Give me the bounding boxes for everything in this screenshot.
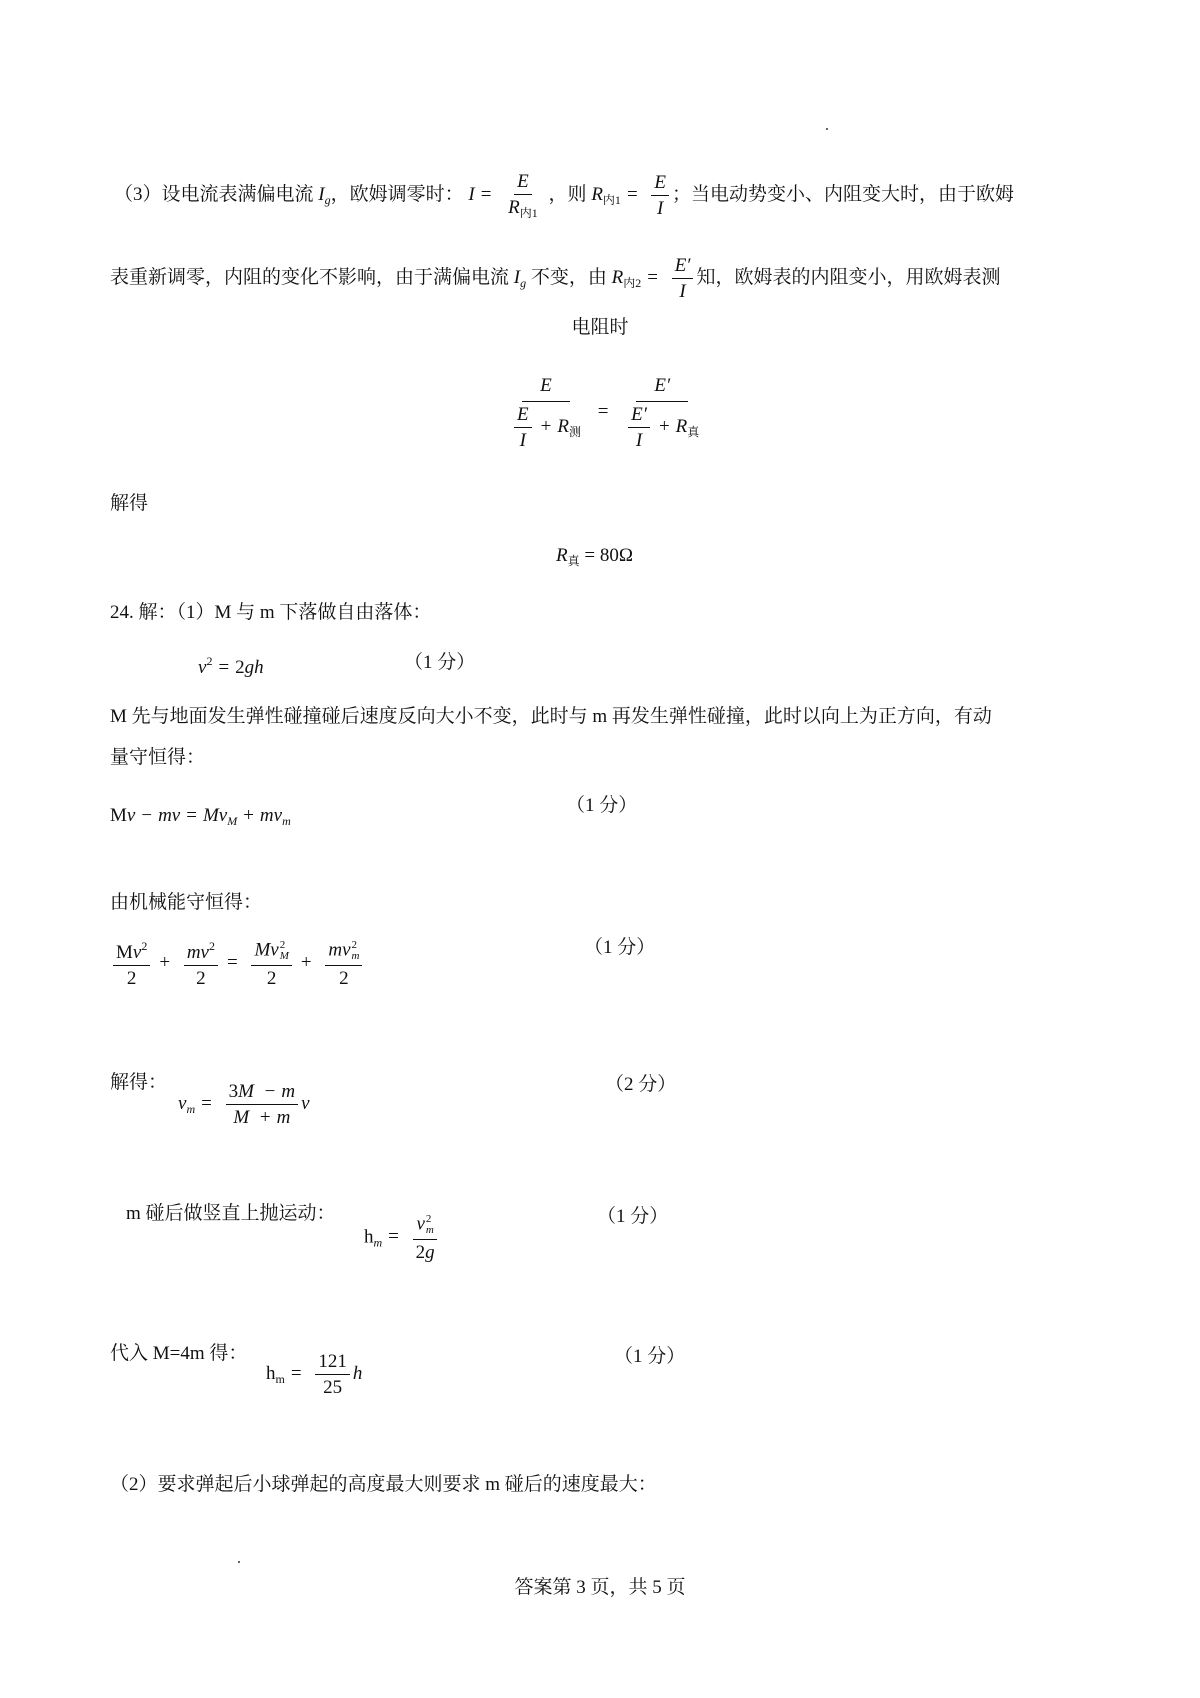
q24-text4: 由机械能守恒得： <box>110 892 263 913</box>
frac-left: E $\frac{E}{I}$ + $R_测$ <box>508 376 584 450</box>
speck <box>238 1561 240 1563</box>
eq4: $v_m$ = $\frac{3M - m}{M + m}$ v <box>178 1081 310 1128</box>
p3-solve: 解得 <box>110 493 149 514</box>
frac-Eprime-over-I: $\frac{E'}{I}$ <box>672 256 694 301</box>
frac-E-over-I: $\frac{E}{I}$ <box>651 173 669 218</box>
frac-right: E′ $\frac{E'}{I}$ + $R_真$ <box>622 376 702 450</box>
page-footer: 答案第 3 页，共 5 页 <box>514 1577 686 1598</box>
speck <box>826 128 828 130</box>
p3-line3: 电阻时 <box>571 317 629 338</box>
eq5: $h_m$ = v 2 m 2g <box>364 1214 441 1262</box>
p3-result: $R_真 = 80\Omega$ <box>556 545 633 568</box>
ohm-equation: E $\frac{E}{I}$ + $R_测$ = E′ $\frac{E'}{I}$ + $R_真$ <box>505 376 705 450</box>
frac-E-over-Rin1: $\frac{E}{R_{内1}}$ <box>508 171 538 220</box>
eq2-score: （1 分） <box>566 795 638 816</box>
eq4-score: （2 分） <box>605 1074 677 1095</box>
eq6: $h_m$ = $\frac{121}{25}$ h <box>266 1351 363 1398</box>
eq3-score: （1 分） <box>584 937 656 958</box>
p3-line1: （3）设电流表满偏电流 $I_g$，欧姆调零时： I = $\frac{E}{R_{内1}}$ ，则 $R_{内1}$ = $\frac{E}{I}$ ；当电动势变小、内阻变大时，由于欧姆 <box>114 171 1015 220</box>
q24-head: 24. 解：（1）M 与 m 下落做自由落体： <box>110 602 432 623</box>
eq5-score: （1 分） <box>597 1206 669 1227</box>
q24-text5: m 碰后做竖直上抛运动： <box>126 1203 336 1224</box>
eq1: $v^2 = 2gh$ <box>198 654 264 678</box>
q24-solve: 解得： <box>110 1072 168 1093</box>
q24-text3: 量守恒得： <box>110 747 206 768</box>
q24-text6: 代入 M=4m 得： <box>110 1343 248 1364</box>
eq2: Mv − mv = $Mv_M + mv_m$ <box>110 805 291 828</box>
eq3: $\frac{Mv^2}{2}$ + $\frac{mv^2}{2}$ = Mv 2 M 2 + mv 2 m 2 <box>110 940 365 988</box>
q24-part2: （2）要求弹起后小球弹起的高度最大则要求 m 碰后的速度最大： <box>110 1474 657 1495</box>
q24-text2: M 先与地面发生弹性碰撞碰后速度反向大小不变，此时与 m 再发生弹性碰撞，此时以向上为正方向，有动 <box>110 706 992 727</box>
p3-line2: 表重新调零，内阻的变化不影响，由于满偏电流 $I_g$ 不变，由 $R_{内2}$ = $\frac{E'}{I}$ 知，欧姆表的内阻变小，用欧姆表测 <box>110 255 1001 302</box>
eq6-score: （1 分） <box>614 1346 686 1367</box>
eq1-score: （1 分） <box>404 652 476 673</box>
